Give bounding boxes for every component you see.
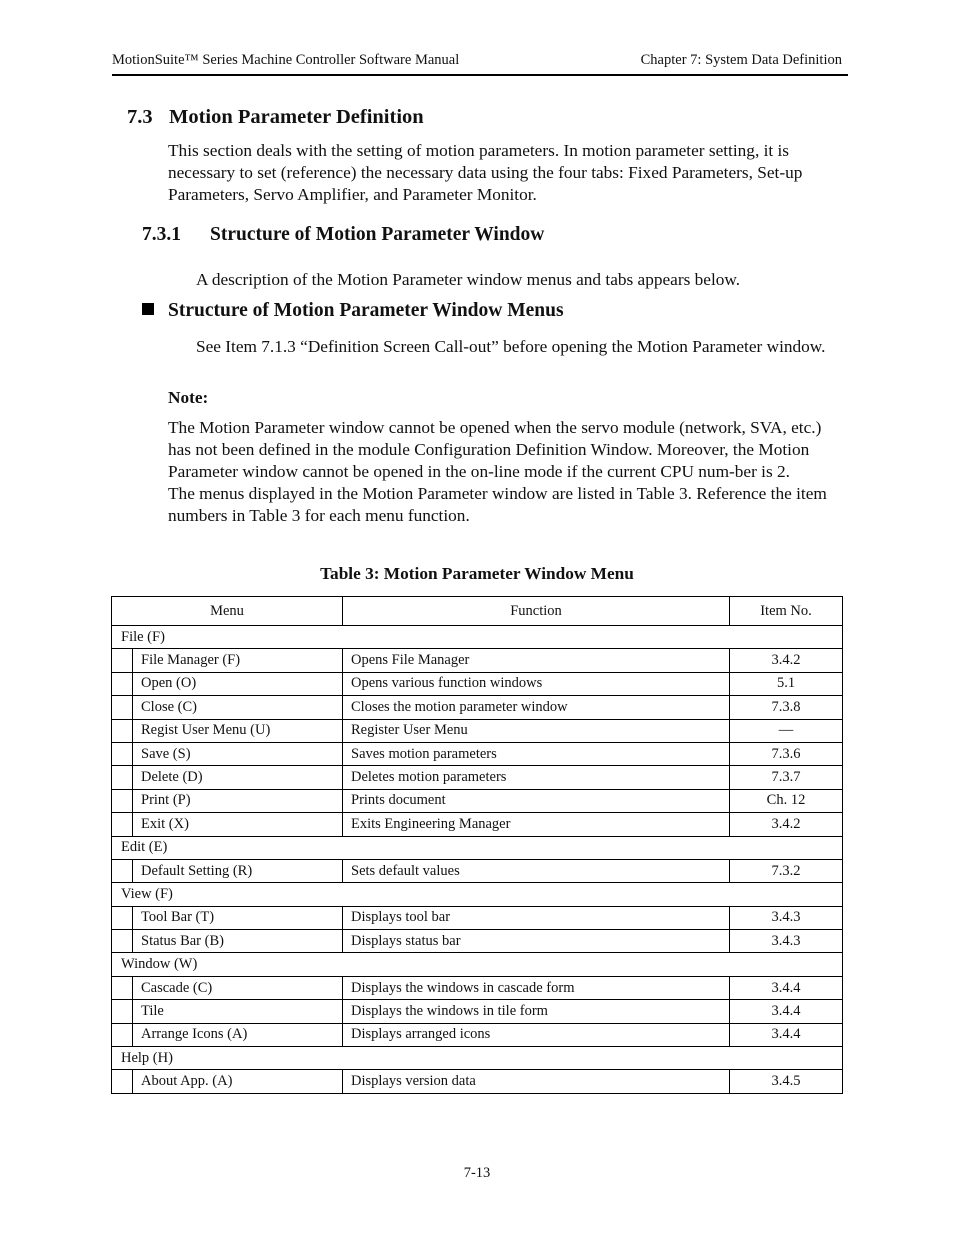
item-no-cell: 3.4.3 [730,906,843,929]
column-header-function: Function [343,597,730,626]
table-row [112,719,843,742]
table-row [112,742,843,765]
function-cell: Displays version data [343,1070,730,1093]
function-cell: Prints document [343,789,730,812]
topic-title: Structure of Motion Parameter Window Menus [168,300,564,321]
table-row [112,813,843,836]
header-rule [112,74,848,76]
menu-group-row [112,626,843,649]
menu-group-name: Window (W) [112,953,843,976]
indent-cell [112,930,133,953]
function-cell: Register User Menu [343,719,730,742]
indent-cell [112,742,133,765]
table-row [112,789,843,812]
function-cell: Displays the windows in tile form [343,1000,730,1023]
table-row [112,1070,843,1093]
menu-group-row [112,1047,843,1070]
item-no-cell: 7.3.8 [730,696,843,719]
table-row [112,766,843,789]
menu-cell: Tool Bar (T) [133,906,343,929]
menu-cell: Delete (D) [133,766,343,789]
function-cell: Exits Engineering Manager [343,813,730,836]
running-header-title: MotionSuite™ Series Machine Controller Software Manual [112,52,460,68]
function-cell: Deletes motion parameters [343,766,730,789]
see-item-paragraph: See Item 7.1.3 “Definition Screen Call-out” before opening the Motion Parameter window. [196,337,826,356]
indent-cell [112,1023,133,1046]
menu-group-name: Edit (E) [112,836,843,859]
column-header-menu: Menu [112,597,343,626]
indent-cell [112,649,133,672]
menu-group-row [112,953,843,976]
menu-cell: Exit (X) [133,813,343,836]
function-cell: Closes the motion parameter window [343,696,730,719]
item-no-cell: 5.1 [730,672,843,695]
indent-cell [112,789,133,812]
menu-group-name: File (F) [112,626,843,649]
table-header-row [112,597,843,626]
table-row [112,859,843,882]
running-header-chapter: Chapter 7: System Data Definition [640,52,842,68]
table-row [112,649,843,672]
table-row [112,930,843,953]
item-no-cell: 3.4.2 [730,813,843,836]
function-cell: Displays the windows in cascade form [343,976,730,999]
subsection-heading [142,224,544,246]
function-cell: Displays arranged icons [343,1023,730,1046]
menu-table [111,596,843,1094]
section-title: Motion Parameter Definition [169,106,424,128]
menu-cell: File Manager (F) [133,649,343,672]
indent-cell [112,696,133,719]
item-no-cell: 3.4.4 [730,976,843,999]
table-body [112,626,843,1094]
menu-cell: Print (P) [133,789,343,812]
table-row [112,906,843,929]
menu-cell: Arrange Icons (A) [133,1023,343,1046]
menu-group-row [112,883,843,906]
menu-cell: Default Setting (R) [133,859,343,882]
indent-cell [112,719,133,742]
note-label: Note: [168,388,209,407]
item-no-cell: Ch. 12 [730,789,843,812]
section-number: 7.3 [127,106,153,128]
indent-cell [112,906,133,929]
section-intro: This section deals with the setting of motion parameters. In motion parameter setting, it is necessary to set (reference) the necessary data using the four tabs: Fixed Parameters, Set-up Parameters, Servo Amplifier, and Parameter Monitor. [168,141,803,204]
column-header-item-no: Item No. [730,597,843,626]
menu-cell: Open (O) [133,672,343,695]
table-row [112,696,843,719]
menu-cell: About App. (A) [133,1070,343,1093]
item-no-cell: 3.4.2 [730,649,843,672]
menu-group-row [112,836,843,859]
menus-text: The menus displayed in the Motion Parameter window are listed in Table 3. Reference the item numbers in Table 3 for each menu function. [168,484,827,525]
menu-group-name: View (F) [112,883,843,906]
menu-cell: Cascade (C) [133,976,343,999]
item-no-cell: 3.4.3 [730,930,843,953]
subsection-intro: A description of the Motion Parameter window menus and tabs appears below. [196,270,741,289]
note-text: The Motion Parameter window cannot be opened when the servo module (network, SVA, etc.) has not been defined in the module Configuration Definition Window. Moreover, the Motion Parameter window cannot be opened in the on-line mode if the current CPU num-ber is 2. [168,418,822,481]
indent-cell [112,859,133,882]
function-cell: Opens various function windows [343,672,730,695]
subsection-title: Structure of Motion Parameter Window [210,224,545,245]
item-no-cell: 7.3.7 [730,766,843,789]
table-row [112,672,843,695]
indent-cell [112,672,133,695]
function-cell: Saves motion parameters [343,742,730,765]
table-caption: Table 3: Motion Parameter Window Menu [320,564,634,583]
menu-cell: Close (C) [133,696,343,719]
menu-cell: Status Bar (B) [133,930,343,953]
menu-cell: Regist User Menu (U) [133,719,343,742]
menu-cell: Save (S) [133,742,343,765]
table-row [112,976,843,999]
indent-cell [112,976,133,999]
menu-group-name: Help (H) [112,1047,843,1070]
indent-cell [112,1070,133,1093]
note-body [168,417,846,527]
topic-heading [142,300,564,322]
item-no-cell: — [730,719,843,742]
item-no-cell: 3.4.5 [730,1070,843,1093]
indent-cell [112,766,133,789]
page-number: 7-13 [463,1165,491,1181]
indent-cell [112,1000,133,1023]
item-no-cell: 3.4.4 [730,1023,843,1046]
table-row [112,1023,843,1046]
item-no-cell: 3.4.4 [730,1000,843,1023]
function-cell: Opens File Manager [343,649,730,672]
function-cell: Sets default values [343,859,730,882]
indent-cell [112,813,133,836]
section-heading [127,106,424,129]
item-no-cell: 7.3.6 [730,742,843,765]
item-no-cell: 7.3.2 [730,859,843,882]
function-cell: Displays status bar [343,930,730,953]
table-row [112,1000,843,1023]
function-cell: Displays tool bar [343,906,730,929]
square-bullet-icon [142,303,154,315]
menu-cell: Tile [133,1000,343,1023]
subsection-number: 7.3.1 [142,224,181,245]
